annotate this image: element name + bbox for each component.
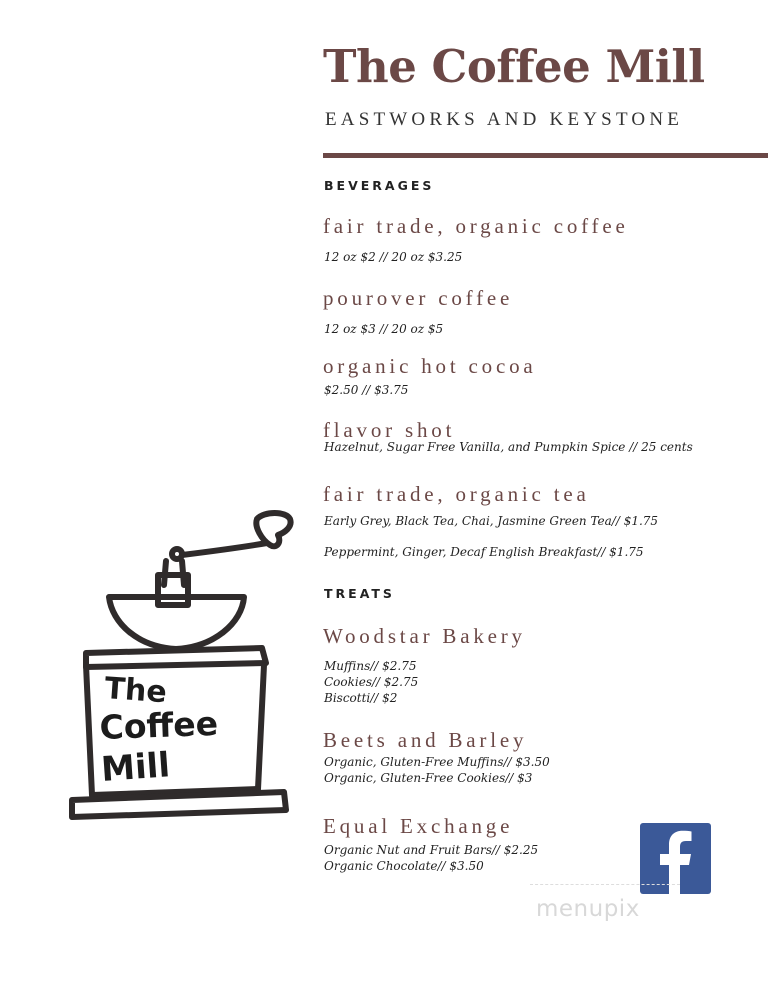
item-price-list (324, 842, 538, 874)
item-name: organic hot cocoa (323, 354, 537, 378)
treats-heading: TREATS (324, 586, 395, 601)
beverages-heading: BEVERAGES (324, 178, 435, 193)
item-price: Cookies// $2.75 (324, 675, 419, 689)
item-price: 12 oz $3 // 20 oz $5 (324, 322, 444, 336)
item-price: Organic Chocolate// $3.50 (324, 859, 484, 873)
logo-text-line: Mill (99, 745, 172, 790)
logo-text-line: Coffee (98, 703, 219, 747)
menu-title: The Coffee Mill (323, 40, 705, 93)
watermark: menupix (536, 896, 640, 922)
item-price: Hazelnut, Sugar Free Vanilla, and Pumpkin Spice // 25 cents (324, 440, 693, 454)
item-name: Beets and Barley (323, 728, 528, 752)
menu-subtitle: EASTWORKS AND KEYSTONE (325, 109, 684, 130)
item-price: $2.50 // $3.75 (324, 383, 409, 397)
item-name: pourover coffee (323, 286, 514, 310)
logo-text-line: The (103, 671, 168, 711)
header-divider (323, 153, 768, 158)
item-name: fair trade, organic tea (323, 482, 590, 506)
watermark-line (530, 884, 680, 885)
logo-text (99, 671, 219, 790)
item-price: Biscotti// $2 (324, 691, 398, 705)
item-price-list (324, 658, 418, 706)
item-name: fair trade, organic coffee (323, 214, 629, 238)
item-price: Early Grey, Black Tea, Chai, Jasmine Green Tea// $1.75 (324, 514, 659, 528)
item-price: Organic, Gluten-Free Cookies// $3 (324, 771, 533, 785)
item-price: Organic Nut and Fruit Bars// $2.25 (324, 843, 539, 857)
item-name: Woodstar Bakery (323, 624, 526, 648)
item-price: Organic, Gluten-Free Muffins// $3.50 (324, 755, 550, 769)
coffee-grinder-logo (64, 505, 299, 830)
item-price: Muffins// $2.75 (324, 659, 417, 673)
item-name: Equal Exchange (323, 814, 514, 838)
item-name: flavor shot (323, 418, 456, 442)
item-price-list (324, 754, 550, 786)
item-price: 12 oz $2 // 20 oz $3.25 (324, 250, 463, 264)
item-price: Peppermint, Ginger, Decaf English Breakfast// $1.75 (324, 545, 644, 559)
